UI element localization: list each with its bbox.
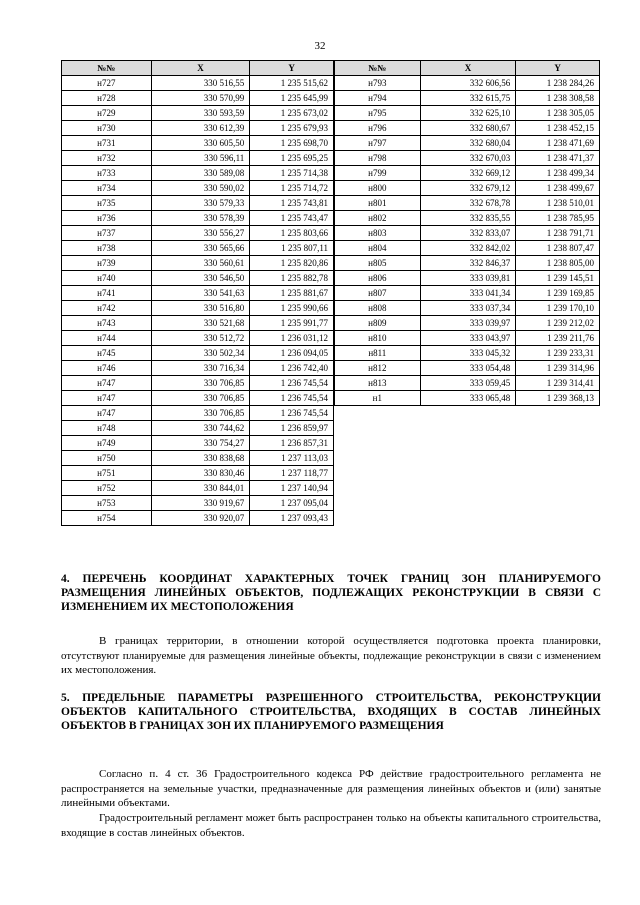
x-coordinate-cell: 330 570,99 — [151, 91, 250, 106]
x-coordinate-cell: 330 919,67 — [151, 496, 250, 511]
x-coordinate-cell: 333 041,34 — [420, 286, 516, 301]
x-coordinate-cell: 333 054,48 — [420, 361, 516, 376]
y-coordinate-cell: 1 235 679,93 — [250, 121, 334, 136]
point-id-cell: н742 — [62, 301, 152, 316]
y-coordinate-cell: 1 235 714,38 — [250, 166, 334, 181]
x-coordinate-cell: 332 670,03 — [420, 151, 516, 166]
section-4-paragraph: В границах территории, в отношении которой осуществляется подготовка проекта планировки, отсутствуют планируемые для размещения линейные объекты, подлежащие реконструкции в связи с изменением их местоположения. — [61, 635, 601, 676]
point-id-cell: н740 — [62, 271, 152, 286]
y-coordinate-cell: 1 236 745,54 — [250, 376, 334, 391]
x-coordinate-cell: 330 596,11 — [151, 151, 250, 166]
header-y: Y — [516, 61, 600, 76]
table-header-row — [62, 61, 334, 76]
x-coordinate-cell: 330 590,02 — [151, 181, 250, 196]
x-coordinate-cell: 330 589,08 — [151, 166, 250, 181]
x-coordinate-cell: 332 680,67 — [420, 121, 516, 136]
y-coordinate-cell: 1 238 510,01 — [516, 196, 600, 211]
point-id-cell: н811 — [335, 346, 421, 361]
y-coordinate-cell: 1 235 743,81 — [250, 196, 334, 211]
point-id-cell: н794 — [335, 91, 421, 106]
y-coordinate-cell: 1 239 212,02 — [516, 316, 600, 331]
table-row — [62, 451, 334, 466]
point-id-cell: н733 — [62, 166, 152, 181]
table-row — [335, 226, 600, 241]
table-row — [335, 106, 600, 121]
y-coordinate-cell: 1 238 284,26 — [516, 76, 600, 91]
point-id-cell: н754 — [62, 511, 152, 526]
point-id-cell: н731 — [62, 136, 152, 151]
page-number: 32 — [314, 40, 326, 52]
point-id-cell: н732 — [62, 151, 152, 166]
point-id-cell: н805 — [335, 256, 421, 271]
point-id-cell: н810 — [335, 331, 421, 346]
table-row — [335, 91, 600, 106]
x-coordinate-cell: 332 606,56 — [420, 76, 516, 91]
x-coordinate-cell: 330 754,27 — [151, 436, 250, 451]
y-coordinate-cell: 1 237 095,04 — [250, 496, 334, 511]
table-row — [62, 271, 334, 286]
y-coordinate-cell: 1 238 807,47 — [516, 241, 600, 256]
x-coordinate-cell: 330 605,50 — [151, 136, 250, 151]
y-coordinate-cell: 1 235 820,86 — [250, 256, 334, 271]
x-coordinate-cell: 330 502,34 — [151, 346, 250, 361]
x-coordinate-cell: 330 706,85 — [151, 406, 250, 421]
x-coordinate-cell: 330 844,01 — [151, 481, 250, 496]
point-id-cell: н802 — [335, 211, 421, 226]
x-coordinate-cell: 330 593,59 — [151, 106, 250, 121]
y-coordinate-cell: 1 238 471,37 — [516, 151, 600, 166]
x-coordinate-cell: 330 830,46 — [151, 466, 250, 481]
table-row — [335, 361, 600, 376]
coordinates-table-left — [61, 60, 334, 526]
y-coordinate-cell: 1 236 857,31 — [250, 436, 334, 451]
y-coordinate-cell: 1 239 170,10 — [516, 301, 600, 316]
y-coordinate-cell: 1 235 743,47 — [250, 211, 334, 226]
point-id-cell: н747 — [62, 376, 152, 391]
y-coordinate-cell: 1 238 452,15 — [516, 121, 600, 136]
x-coordinate-cell: 332 615,75 — [420, 91, 516, 106]
table-row — [62, 481, 334, 496]
y-coordinate-cell: 1 238 791,71 — [516, 226, 600, 241]
point-id-cell: н809 — [335, 316, 421, 331]
header-x: X — [420, 61, 516, 76]
y-coordinate-cell: 1 235 803,66 — [250, 226, 334, 241]
x-coordinate-cell: 330 560,61 — [151, 256, 250, 271]
x-coordinate-cell: 330 579,33 — [151, 196, 250, 211]
x-coordinate-cell: 330 920,07 — [151, 511, 250, 526]
y-coordinate-cell: 1 236 745,54 — [250, 406, 334, 421]
x-coordinate-cell: 330 516,80 — [151, 301, 250, 316]
point-id-cell: н796 — [335, 121, 421, 136]
y-coordinate-cell: 1 239 145,51 — [516, 271, 600, 286]
point-id-cell: н795 — [335, 106, 421, 121]
point-id-cell: н735 — [62, 196, 152, 211]
point-id-cell: н737 — [62, 226, 152, 241]
table-row — [335, 286, 600, 301]
x-coordinate-cell: 333 039,81 — [420, 271, 516, 286]
point-id-cell: н729 — [62, 106, 152, 121]
x-coordinate-cell: 332 625,10 — [420, 106, 516, 121]
x-coordinate-cell: 332 833,07 — [420, 226, 516, 241]
point-id-cell: н753 — [62, 496, 152, 511]
x-coordinate-cell: 332 669,12 — [420, 166, 516, 181]
table-row — [335, 181, 600, 196]
point-id-cell: н793 — [335, 76, 421, 91]
point-id-cell: н812 — [335, 361, 421, 376]
x-coordinate-cell: 330 744,62 — [151, 421, 250, 436]
point-id-cell: н748 — [62, 421, 152, 436]
y-coordinate-cell: 1 239 368,13 — [516, 391, 600, 406]
x-coordinate-cell: 333 043,97 — [420, 331, 516, 346]
point-id-cell: н739 — [62, 256, 152, 271]
section-4-title: 4. ПЕРЕЧЕНЬ КООРДИНАТ ХАРАКТЕРНЫХ ТОЧЕК ГРАНИЦ ЗОН ПЛАНИРУЕМОГО РАЗМЕЩЕНИЯ ЛИНЕЙНЫХ ОБЪЕКТОВ, ПОДЛЕЖАЩИХ РЕКОНСТРУКЦИИ В СВЯЗИ С ИЗМЕНЕНИЕМ ИХ МЕСТОПОЛОЖЕНИЯ — [61, 573, 601, 613]
table-row — [62, 286, 334, 301]
table-row — [335, 151, 600, 166]
y-coordinate-cell: 1 237 118,77 — [250, 466, 334, 481]
y-coordinate-cell: 1 237 140,94 — [250, 481, 334, 496]
y-coordinate-cell: 1 238 308,58 — [516, 91, 600, 106]
table-row — [62, 241, 334, 256]
x-coordinate-cell: 330 546,50 — [151, 271, 250, 286]
table-row — [62, 91, 334, 106]
y-coordinate-cell: 1 235 695,25 — [250, 151, 334, 166]
table-row — [335, 346, 600, 361]
table-row — [62, 136, 334, 151]
point-id-cell: н806 — [335, 271, 421, 286]
table-row — [62, 391, 334, 406]
table-row — [335, 256, 600, 271]
x-coordinate-cell: 330 706,85 — [151, 376, 250, 391]
y-coordinate-cell: 1 238 499,67 — [516, 181, 600, 196]
y-coordinate-cell: 1 236 859,97 — [250, 421, 334, 436]
x-coordinate-cell: 332 842,02 — [420, 241, 516, 256]
header-id: №№ — [335, 61, 421, 76]
y-coordinate-cell: 1 235 991,77 — [250, 316, 334, 331]
table-row — [335, 136, 600, 151]
x-coordinate-cell: 333 059,45 — [420, 376, 516, 391]
point-id-cell: н743 — [62, 316, 152, 331]
section-5-title: 5. ПРЕДЕЛЬНЫЕ ПАРАМЕТРЫ РАЗРЕШЕННОГО СТРОИТЕЛЬСТВА, РЕКОНСТРУКЦИИ ОБЪЕКТОВ КАПИТАЛЬНОГО СТРОИТЕЛЬСТВА, ВХОДЯЩИХ В СОСТАВ ЛИНЕЙНЫХ ОБЪЕКТОВ В ГРАНИЦАХ ЗОН ИХ ПЛАНИРУЕМОГО РАЗМЕЩЕНИЯ — [61, 692, 601, 732]
table-row — [335, 76, 600, 91]
y-coordinate-cell: 1 236 031,12 — [250, 331, 334, 346]
point-id-cell: н747 — [62, 391, 152, 406]
x-coordinate-cell: 330 706,85 — [151, 391, 250, 406]
table-row — [62, 106, 334, 121]
x-coordinate-cell: 330 556,27 — [151, 226, 250, 241]
header-id: №№ — [62, 61, 152, 76]
x-coordinate-cell: 332 678,78 — [420, 196, 516, 211]
y-coordinate-cell: 1 238 499,34 — [516, 166, 600, 181]
y-coordinate-cell: 1 239 314,41 — [516, 376, 600, 391]
point-id-cell: н807 — [335, 286, 421, 301]
table-row — [62, 376, 334, 391]
section-5-paragraph-2: Градостроительный регламент может быть распространен только на объекты капитального строительства, входящие в состав линейных объектов. — [61, 812, 601, 839]
point-id-cell: н804 — [335, 241, 421, 256]
y-coordinate-cell: 1 235 645,99 — [250, 91, 334, 106]
table-row — [62, 331, 334, 346]
point-id-cell: н745 — [62, 346, 152, 361]
table-row — [62, 436, 334, 451]
coordinates-table-right — [334, 60, 600, 406]
table-row — [335, 391, 600, 406]
point-id-cell: н727 — [62, 76, 152, 91]
point-id-cell: н751 — [62, 466, 152, 481]
table-row — [62, 151, 334, 166]
point-id-cell: н797 — [335, 136, 421, 151]
x-coordinate-cell: 332 679,12 — [420, 181, 516, 196]
table-row — [62, 121, 334, 136]
point-id-cell: н738 — [62, 241, 152, 256]
table-row — [335, 301, 600, 316]
y-coordinate-cell: 1 238 305,05 — [516, 106, 600, 121]
y-coordinate-cell: 1 235 881,67 — [250, 286, 334, 301]
point-id-cell: н813 — [335, 376, 421, 391]
x-coordinate-cell: 330 521,68 — [151, 316, 250, 331]
point-id-cell: н798 — [335, 151, 421, 166]
table-row — [62, 316, 334, 331]
point-id-cell: н803 — [335, 226, 421, 241]
x-coordinate-cell: 330 565,66 — [151, 241, 250, 256]
point-id-cell: н799 — [335, 166, 421, 181]
x-coordinate-cell: 332 835,55 — [420, 211, 516, 226]
point-id-cell: н734 — [62, 181, 152, 196]
table-row — [62, 226, 334, 241]
y-coordinate-cell: 1 238 471,69 — [516, 136, 600, 151]
header-x: X — [151, 61, 250, 76]
table-row — [62, 421, 334, 436]
y-coordinate-cell: 1 239 233,31 — [516, 346, 600, 361]
x-coordinate-cell: 330 541,63 — [151, 286, 250, 301]
table-row — [335, 271, 600, 286]
table-row — [62, 166, 334, 181]
point-id-cell: н800 — [335, 181, 421, 196]
y-coordinate-cell: 1 235 698,70 — [250, 136, 334, 151]
point-id-cell: н744 — [62, 331, 152, 346]
table-row — [62, 211, 334, 226]
point-id-cell: н1 — [335, 391, 421, 406]
y-coordinate-cell: 1 235 515,62 — [250, 76, 334, 91]
table-row — [62, 496, 334, 511]
table-row — [62, 76, 334, 91]
point-id-cell: н741 — [62, 286, 152, 301]
x-coordinate-cell: 333 045,32 — [420, 346, 516, 361]
point-id-cell: н728 — [62, 91, 152, 106]
table-row — [62, 256, 334, 271]
table-row — [62, 406, 334, 421]
table-row — [62, 511, 334, 526]
table-row — [335, 376, 600, 391]
table-row — [62, 346, 334, 361]
point-id-cell: н746 — [62, 361, 152, 376]
point-id-cell: н801 — [335, 196, 421, 211]
point-id-cell: н730 — [62, 121, 152, 136]
table-row — [62, 466, 334, 481]
header-y: Y — [250, 61, 334, 76]
table-row — [335, 241, 600, 256]
point-id-cell: н747 — [62, 406, 152, 421]
y-coordinate-cell: 1 239 169,85 — [516, 286, 600, 301]
x-coordinate-cell: 330 516,55 — [151, 76, 250, 91]
y-coordinate-cell: 1 235 673,02 — [250, 106, 334, 121]
point-id-cell: н808 — [335, 301, 421, 316]
x-coordinate-cell: 330 578,39 — [151, 211, 250, 226]
y-coordinate-cell: 1 236 094,05 — [250, 346, 334, 361]
table-row — [335, 211, 600, 226]
table-row — [335, 331, 600, 346]
table-row — [62, 181, 334, 196]
x-coordinate-cell: 333 039,97 — [420, 316, 516, 331]
table-row — [335, 316, 600, 331]
table-row — [62, 301, 334, 316]
y-coordinate-cell: 1 235 807,11 — [250, 241, 334, 256]
x-coordinate-cell: 333 065,48 — [420, 391, 516, 406]
point-id-cell: н749 — [62, 436, 152, 451]
y-coordinate-cell: 1 238 785,95 — [516, 211, 600, 226]
x-coordinate-cell: 332 680,04 — [420, 136, 516, 151]
y-coordinate-cell: 1 239 211,76 — [516, 331, 600, 346]
table-header-row — [335, 61, 600, 76]
point-id-cell: н736 — [62, 211, 152, 226]
x-coordinate-cell: 330 838,68 — [151, 451, 250, 466]
table-row — [335, 166, 600, 181]
x-coordinate-cell: 333 037,34 — [420, 301, 516, 316]
y-coordinate-cell: 1 236 745,54 — [250, 391, 334, 406]
point-id-cell: н750 — [62, 451, 152, 466]
x-coordinate-cell: 330 512,72 — [151, 331, 250, 346]
y-coordinate-cell: 1 237 093,43 — [250, 511, 334, 526]
y-coordinate-cell: 1 235 990,66 — [250, 301, 334, 316]
y-coordinate-cell: 1 235 882,78 — [250, 271, 334, 286]
point-id-cell: н752 — [62, 481, 152, 496]
table-row — [335, 196, 600, 211]
y-coordinate-cell: 1 238 805,00 — [516, 256, 600, 271]
y-coordinate-cell: 1 236 742,40 — [250, 361, 334, 376]
section-5-paragraph-1: Согласно п. 4 ст. 36 Градостроительного кодекса РФ действие градостроительного регламента не распространяется на земельные участки, предназначенные для размещения линейных объектов и (или) занятые линейными объектами. — [61, 768, 601, 809]
table-row — [335, 121, 600, 136]
y-coordinate-cell: 1 237 113,03 — [250, 451, 334, 466]
x-coordinate-cell: 330 716,34 — [151, 361, 250, 376]
table-row — [62, 196, 334, 211]
table-row — [62, 361, 334, 376]
y-coordinate-cell: 1 235 714,72 — [250, 181, 334, 196]
x-coordinate-cell: 332 846,37 — [420, 256, 516, 271]
y-coordinate-cell: 1 239 314,96 — [516, 361, 600, 376]
x-coordinate-cell: 330 612,39 — [151, 121, 250, 136]
